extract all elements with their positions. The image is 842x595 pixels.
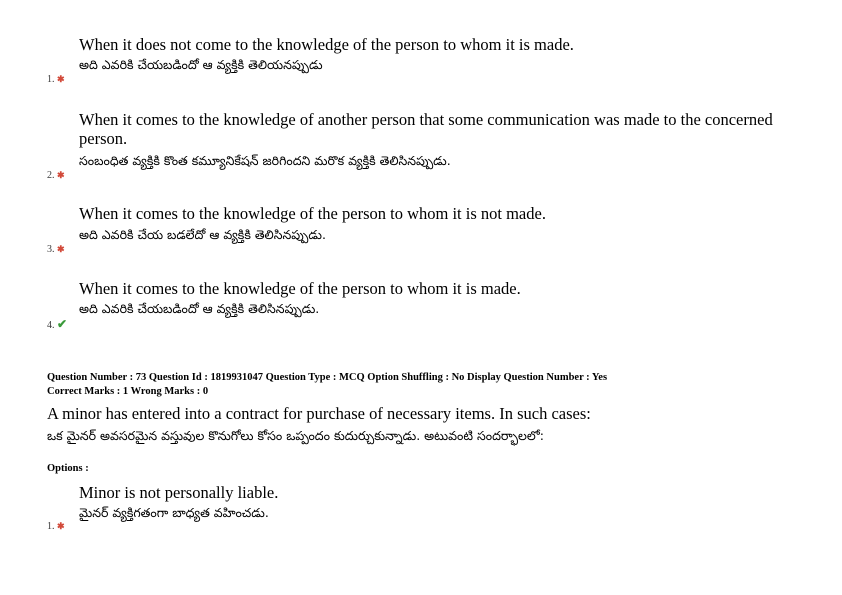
q-option-1-telugu: మైనర్ వ్యక్తిగతంగా బాధ్యత వహించడు.	[79, 505, 269, 520]
option-number: 1.	[47, 74, 55, 85]
option-2-telugu: సంబంధిత వ్యక్తికి కొంత కమ్యూనికేషన్ జరిగిందని మరొక వ్యక్తికి తెలిసినప్పుడు.	[79, 153, 451, 168]
option-number: 3.	[47, 244, 55, 255]
option-2-number-row	[47, 170, 65, 181]
option-4-telugu: అది ఎవరికి చేయబడిందో ఆ వ్యక్తికి తెలిసినప్పుడు.	[79, 301, 320, 316]
wrong-icon: ✱	[57, 521, 65, 531]
wrong-icon: ✱	[57, 170, 65, 180]
wrong-icon: ✱	[57, 74, 65, 84]
option-3-english: When it comes to the knowledge of the person to whom it is not made.	[79, 204, 546, 223]
option-number: 2.	[47, 170, 55, 181]
option-1-number-row	[47, 74, 65, 85]
option-1-telugu: అది ఎవరికి చేయబడిందో ఆ వ్యక్తికి తెలియనప్పుడు	[79, 57, 323, 72]
option-3-telugu: అది ఎవరికి చేయ బడలేదో ఆ వ్యక్తికి తెలిసినప్పుడు.	[79, 227, 326, 242]
marks-line: Correct Marks : 1 Wrong Marks : 0	[47, 386, 209, 397]
option-3-number-row	[47, 244, 65, 255]
option-1-english: When it does not come to the knowledge of the person to whom it is made.	[79, 35, 574, 54]
q-option-1-number-row	[47, 521, 65, 532]
check-icon: ✔	[57, 317, 68, 331]
option-4-number-row	[47, 317, 67, 332]
question-meta: Question Number : 73 Question Id : 1819931047 Question Type : MCQ Option Shuffling : No Display Question Number : Yes	[47, 372, 608, 383]
options-label: Options :	[47, 463, 89, 474]
q-option-1-english: Minor is not personally liable.	[79, 483, 279, 502]
option-2-english: When it comes to the knowledge of another person that some communication was made to the concerned person.	[79, 110, 773, 148]
option-4-english: When it comes to the knowledge of the person to whom it is made.	[79, 279, 521, 298]
option-number: 1.	[47, 521, 55, 532]
question-telugu: ఒక మైనర్ అవసరమైన వస్తువుల కొనుగోలు కోసం ఒప్పందం కుదుర్చుకున్నాడు. అటువంటి సందర్భాలలో:	[47, 428, 544, 443]
option-number: 4.	[47, 320, 55, 331]
wrong-icon: ✱	[57, 244, 65, 254]
question-english: A minor has entered into a contract for purchase of necessary items. In such cases:	[47, 404, 591, 423]
